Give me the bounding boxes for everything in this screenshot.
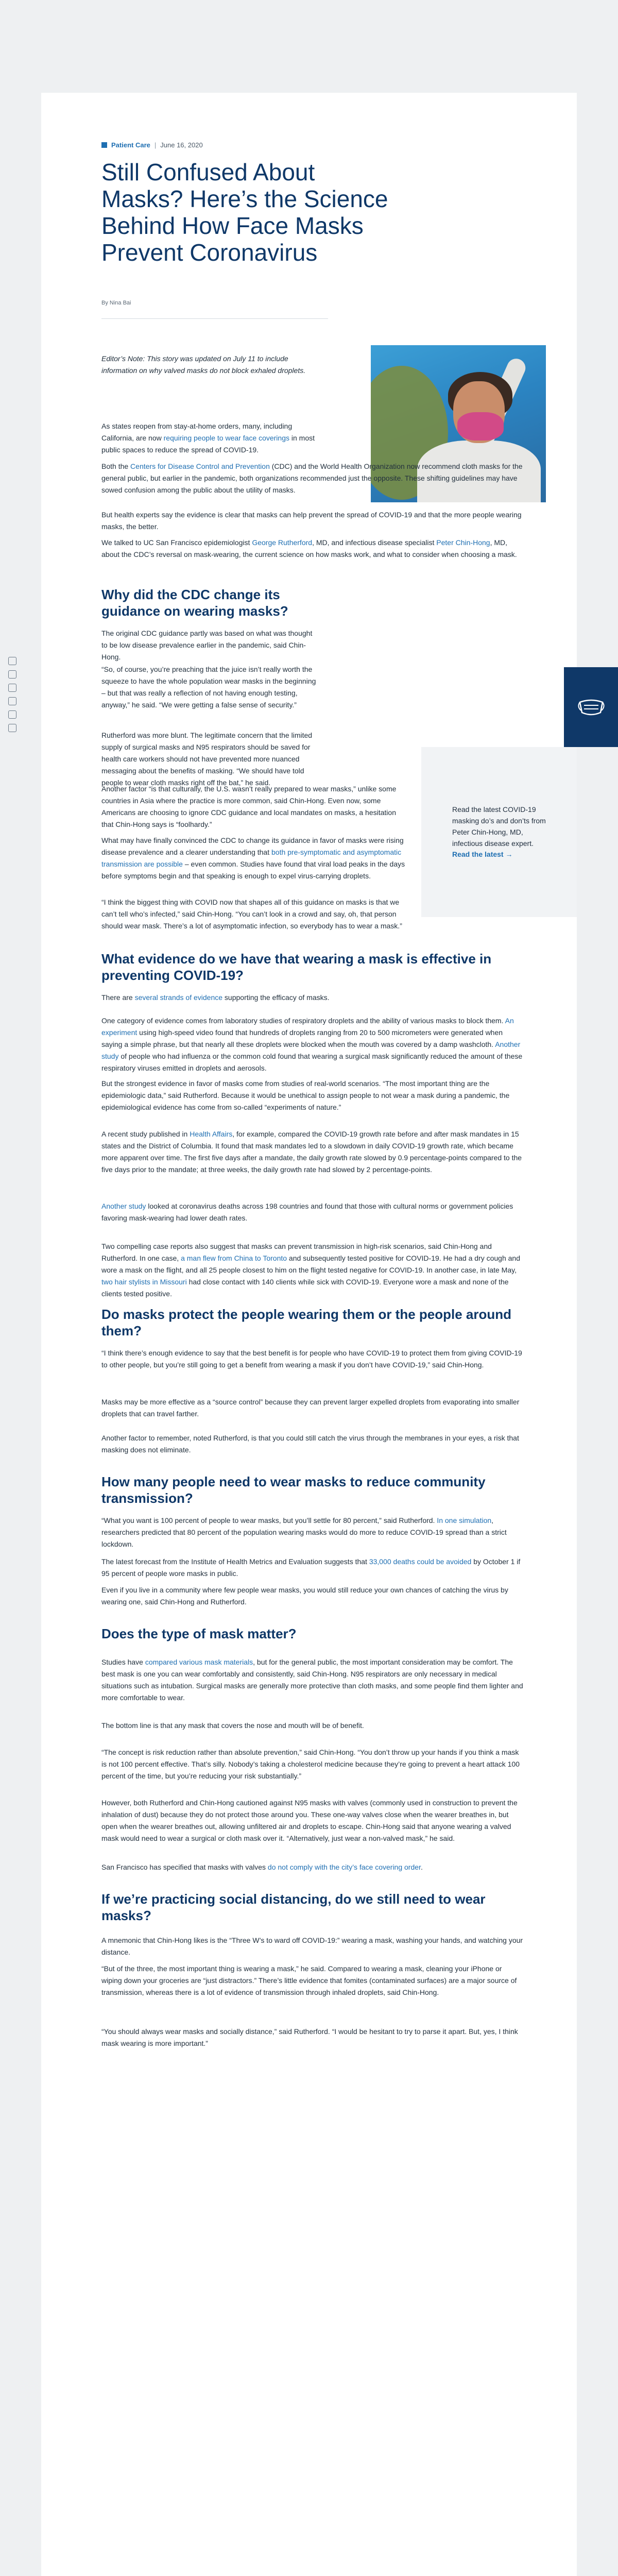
paragraph-text: “The concept is risk reduction rather than absolute prevention,” said Chin-Hong. “You don’t throw up your hands if you think a mask is not 100 percent effective. That’s silly. Nobody’s taking a cholesterol medicine because they’re going to prevent a heart attack 100 percent of the time, but you’re reducing your risk substantially.” bbox=[101, 1748, 520, 1780]
inline-link[interactable]: Centers for Disease Control and Prevention bbox=[130, 462, 270, 470]
paragraph-text: However, both Rutherford and Chin-Hong cautioned against N95 masks with valves (commonly used in construction to prevent the inhalation of dust) because they do not protect those around you. These one-way valves close when the wearer breathes in, but open when the wearer breathes out, allowing unfiltered air and droplets to escape. Chin-Hong said that anyone wearing a valved mask would need to wear a surgical or cloth mask over it. “Alternatively, just wear a non-valved mask,” he said. bbox=[101, 1799, 518, 1842]
paragraph-text: We talked to UC San Francisco epidemiologist bbox=[101, 538, 252, 547]
paragraph-text: (CDC) and the World Health Organization now recommend cloth masks for the general public, but earlier in the pandemic, both organizations recommended just the opposite. These shifting guidelines may have sowed confusion among the public about the utility of masks. bbox=[101, 462, 523, 494]
intro-paragraph bbox=[101, 509, 524, 533]
body-paragraph bbox=[101, 1556, 524, 1580]
body-paragraph bbox=[101, 783, 405, 831]
inline-link[interactable]: do not comply with the city’s face covering order bbox=[267, 1863, 421, 1871]
body-paragraph bbox=[101, 1515, 524, 1550]
body-paragraph bbox=[101, 1200, 524, 1224]
body-paragraph bbox=[101, 896, 410, 932]
paragraph-text: supporting the efficacy of masks. bbox=[222, 993, 330, 1002]
paragraph-text: Both the bbox=[101, 462, 131, 470]
body-paragraph bbox=[101, 992, 524, 1004]
inline-link[interactable]: several strands of evidence bbox=[134, 993, 223, 1002]
paragraph-text: But health experts say the evidence is clear that masks can help prevent the spread of COVID-19 and that the more people wearing masks, the better. bbox=[101, 511, 522, 531]
paragraph-text: What may have finally convinced the CDC to change its guidance in favor of masks were rising disease prevalence and a clearer understanding that bbox=[101, 836, 404, 856]
editor-note: Editor’s Note: This story was updated on July 11 to include information on why valved masks do not block exhaled droplets. bbox=[101, 354, 306, 375]
body-paragraph bbox=[101, 1128, 524, 1176]
body-paragraph bbox=[101, 628, 318, 663]
mask-icon bbox=[564, 667, 618, 747]
paragraph-text: , MD, and infectious disease specialist bbox=[312, 538, 437, 547]
share-linkedin-icon[interactable] bbox=[8, 684, 16, 692]
intro-paragraph bbox=[101, 461, 524, 496]
aside-read-link[interactable]: Read the latest → bbox=[452, 850, 513, 858]
paragraph-text: looked at coronavirus deaths across 198 countries and found that those with cultural norms or government policies favoring mask-wearing had lower death rates. bbox=[101, 1202, 513, 1222]
paragraph-text: But the strongest evidence in favor of masks come from studies of real-world scenarios. “The most important thing are the epidemiologic data,” said Rutherford. Because it would be unethical to assign people to not wear a mask during a pandemic, the epidemiological evidence has come from so-called “experiments of nature.” bbox=[101, 1079, 510, 1111]
inline-link[interactable]: Another study bbox=[101, 1202, 146, 1210]
section-heading: Does the type of mask matter? bbox=[101, 1626, 297, 1641]
paragraph-text: Even if you live in a community where few people wear masks, you would still reduce your own chances of catching the virus by wearing one, said Chin-Hong and Rutherford. bbox=[101, 1586, 508, 1606]
section-heading: Why did the CDC change its guidance on wearing masks? bbox=[101, 587, 288, 619]
paragraph-text: “So, of course, you’re preaching that the juice isn’t really worth the squeeze to have the whole population wear masks in the beginning – but that was really a reflection of not having enough testing, anyway,” he said. “We were getting a false sense of security.” bbox=[101, 665, 316, 709]
body-paragraph bbox=[101, 1797, 524, 1844]
paragraph-text: One category of evidence comes from laboratory studies of respiratory droplets and the ability of various masks to block them. bbox=[101, 1016, 505, 1025]
paragraph-text: , for example, compared the COVID-19 growth rate before and after mask mandates in 15 states and the District of Columbia. It found that mask mandates led to a slowdown in daily COVID-19 growth rate, which became more apparent over time. The first five days after a mandate, the daily growth rate slowed by 0.9 percentage-points compared to the five days prior to the mandate; at three weeks, the daily growth rate had slowed by 2 percentage-points. bbox=[101, 1130, 522, 1174]
share-print-icon[interactable] bbox=[8, 710, 16, 719]
body-paragraph bbox=[101, 2026, 524, 2049]
intro-paragraph bbox=[101, 420, 318, 456]
paragraph-text: The original CDC guidance partly was based on what was thought to be low disease prevalence earlier in the pandemic, said Chin-Hong. bbox=[101, 629, 313, 661]
body-paragraph bbox=[101, 1935, 524, 1958]
inline-link[interactable]: two hair stylists in Missouri bbox=[101, 1278, 187, 1286]
paragraph-text: using high-speed video found that hundreds of droplets ranging from 20 to 500 micrometers were generated when saying a simple phrase, but that nearly all these droplets were blocked when the mouth was covered by a damp washcloth. bbox=[101, 1028, 503, 1048]
intro-paragraph bbox=[101, 537, 524, 561]
paragraph-text: There are bbox=[101, 993, 135, 1002]
meta-separator: | bbox=[154, 141, 157, 149]
inline-link[interactable]: both pre-symptomatic and asymptomatic transmission are possible bbox=[101, 848, 402, 868]
share-bar bbox=[0, 652, 25, 750]
share-link-icon[interactable] bbox=[8, 724, 16, 732]
inline-link[interactable]: Peter Chin-Hong bbox=[436, 538, 490, 547]
paragraph-text: “I think the biggest thing with COVID now that shapes all of this guidance on masks is that we can’t tell who’s infected,” said Chin-Hong. “You can’t look in a crowd and say, oh, that person should wear mask. There’s a lot of asymptomatic infection, so everybody has to wear a mask.” bbox=[101, 898, 402, 930]
inline-link[interactable]: In one simulation bbox=[437, 1516, 492, 1524]
inline-link[interactable]: a man flew from China to Toronto bbox=[181, 1254, 287, 1262]
section-heading: Do masks protect the people wearing them or the people around them? bbox=[101, 1307, 512, 1338]
body-paragraph bbox=[101, 1078, 524, 1113]
body-paragraph bbox=[101, 1347, 524, 1371]
paragraph-text: “What you want is 100 percent of people to wear masks, but you’ll settle for 80 percent,” said Rutherford. bbox=[101, 1516, 437, 1524]
section-heading: If we’re practicing social distancing, do we still need to wear masks? bbox=[101, 1891, 486, 1923]
body-paragraph bbox=[101, 1656, 524, 1704]
category-icon bbox=[101, 142, 107, 148]
body-paragraph bbox=[101, 1747, 524, 1782]
paragraph-text: , MD, about the CDC’s reversal on mask-wearing, the current science on how masks work, and what to consider when choosing a mask. bbox=[101, 538, 517, 558]
paragraph-text: , researchers predicted that 80 percent of the population wearing masks would do more to reduce COVID-19 spread than a strict lockdown. bbox=[101, 1516, 507, 1548]
paragraph-text: The latest forecast from the Institute of Health Metrics and Evaluation suggests that bbox=[101, 1557, 369, 1566]
aside-text: Read the latest COVID-19 masking do’s and don’ts from Peter Chin-Hong, MD, infectious disease expert. bbox=[452, 805, 546, 848]
paragraph-text: Another factor “is that culturally, the U.S. wasn’t really prepared to wear masks,” unlike some countries in Asia where the practice is more common, said Chin-Hong. Even now, some Americans are choosing to ignore CDC guidance and local mandates on masks, a hesitation that Chin-Hong says is “foolhardy.” bbox=[101, 785, 397, 828]
article-meta bbox=[101, 141, 203, 149]
body-paragraph bbox=[101, 1241, 524, 1300]
related-aside bbox=[421, 747, 577, 917]
paragraph-text: by October 1 if 95 percent of people wore masks in public. bbox=[101, 1557, 521, 1578]
inline-link[interactable]: 33,000 deaths could be avoided bbox=[369, 1557, 472, 1566]
section-heading: How many people need to wear masks to reduce community transmission? bbox=[101, 1474, 486, 1506]
article-title: Still Confused About Masks? Here’s the Science Behind How Face Masks Prevent Coronavirus bbox=[101, 159, 388, 266]
body-paragraph bbox=[101, 730, 318, 789]
paragraph-text: Two compelling case reports also suggest that masks can prevent transmission in high-risk scenarios, said Chin-Hong and Rutherford. In one case, bbox=[101, 1242, 492, 1262]
body-paragraph bbox=[101, 1963, 524, 1998]
paragraph-text: “I think there’s enough evidence to say that the best benefit is for people who have COVID-19 to protect them from giving COVID-19 to other people, but you’re still going to get a benefit from wearing a mask if you don’t have COVID-19,” said Chin-Hong. bbox=[101, 1349, 522, 1369]
body-paragraph bbox=[101, 1584, 524, 1608]
body-paragraph bbox=[101, 664, 318, 711]
paragraph-text: San Francisco has specified that masks with valves bbox=[101, 1863, 268, 1871]
inline-link[interactable]: George Rutherford bbox=[252, 538, 313, 547]
body-paragraph bbox=[101, 835, 405, 882]
paragraph-text: in most public spaces to reduce the spread of COVID-19. bbox=[101, 434, 315, 454]
article-page bbox=[41, 93, 577, 2576]
publish-date: June 16, 2020 bbox=[160, 141, 203, 149]
inline-link[interactable]: An experiment bbox=[101, 1016, 514, 1037]
paragraph-text: . bbox=[420, 1863, 423, 1871]
paragraph-text: Studies have bbox=[101, 1658, 145, 1666]
body-paragraph bbox=[101, 1432, 524, 1456]
paragraph-text: The bottom line is that any mask that covers the nose and mouth will be of benefit. bbox=[101, 1721, 364, 1730]
paragraph-text: Another factor to remember, noted Rutherford, is that you could still catch the virus through the membranes in your eyes, a risk that masking does not eliminate. bbox=[101, 1434, 519, 1454]
section-heading: What evidence do we have that wearing a mask is effective in preventing COVID-19? bbox=[101, 951, 492, 983]
paragraph-text: Masks may be more effective as a “source control” because they can prevent larger expelled droplets from evaporating into smaller droplets that can travel farther. bbox=[101, 1398, 520, 1418]
body-paragraph bbox=[101, 1861, 524, 1873]
category-link[interactable]: Patient Care bbox=[111, 141, 150, 149]
paragraph-text: of people who had influenza or the common cold found that wearing a surgical mask significantly reduced the amount of these respiratory viruses emitted in droplets and aerosols. bbox=[101, 1052, 523, 1072]
paragraph-text: had close contact with 140 clients while sick with COVID-19. Everyone wore a mask and none of the clients tested positive. bbox=[101, 1278, 509, 1298]
share-email-icon[interactable] bbox=[8, 697, 16, 705]
share-twitter-icon[interactable] bbox=[8, 670, 16, 679]
body-paragraph bbox=[101, 1015, 524, 1074]
paragraph-text: A mnemonic that Chin-Hong likes is the “Three W’s to ward off COVID-19:” wearing a mask, washing your hands, and watching your distance. bbox=[101, 1936, 523, 1956]
paragraph-text: – even common. Studies have found that viral load peaks in the days before symptoms begin and that speaking is enough to expel virus-carrying droplets. bbox=[101, 860, 405, 880]
paragraph-text: “You should always wear masks and socially distance,” said Rutherford. “I would be hesitant to try to parse it apart. But, yes, I think mask wearing is more important.” bbox=[101, 2027, 518, 2047]
body-paragraph bbox=[101, 1720, 524, 1732]
paragraph-text: Rutherford was more blunt. The legitimate concern that the limited supply of surgical masks and N95 respirators should be saved for health care workers should not have prevented more nuanced messaging about the benefits of masking. “We should have told people to wear cloth masks right off the bat,” he said. bbox=[101, 731, 313, 787]
paragraph-text: A recent study published in bbox=[101, 1130, 190, 1138]
inline-link[interactable]: compared various mask materials bbox=[145, 1658, 253, 1666]
byline: By Nina Bai bbox=[101, 300, 131, 306]
body-paragraph bbox=[101, 1396, 524, 1420]
inline-link[interactable]: Health Affairs bbox=[190, 1130, 233, 1138]
share-facebook-icon[interactable] bbox=[8, 657, 16, 665]
paragraph-text: “But of the three, the most important thing is wearing a mask,” he said. Compared to wearing a mask, cleaning your iPhone or wiping down your groceries are “just distractors.” There’s little evidence that fomites (contaminated surfaces) are a major source of transmission, whereas there is a lot of evidence of transmission through inhaled droplets, said Chin-Hong. bbox=[101, 1964, 517, 1996]
inline-link[interactable]: requiring people to wear face coverings bbox=[163, 434, 289, 442]
paragraph-text: and subsequently tested positive for COVID-19. He had a dry cough and wore a mask on the flight, and all 25 people closest to him on the flight tested negative for COVID-19. In another case, in late May, bbox=[101, 1254, 520, 1274]
inline-link[interactable]: Another study bbox=[101, 1040, 521, 1060]
paragraph-text: , but for the general public, the most important consideration may be comfort. The best mask is one you can wear comfortably and consistently, said Chin-Hong. N95 respirators are only necessary in medical situations such as intubation. Surgical masks are generally more protective than cloth masks, and some people find them lighter and more comfortable to wear. bbox=[101, 1658, 523, 1702]
title-divider bbox=[101, 318, 328, 319]
paragraph-text: As states reopen from stay-at-home orders, many, including California, are now bbox=[101, 422, 293, 442]
